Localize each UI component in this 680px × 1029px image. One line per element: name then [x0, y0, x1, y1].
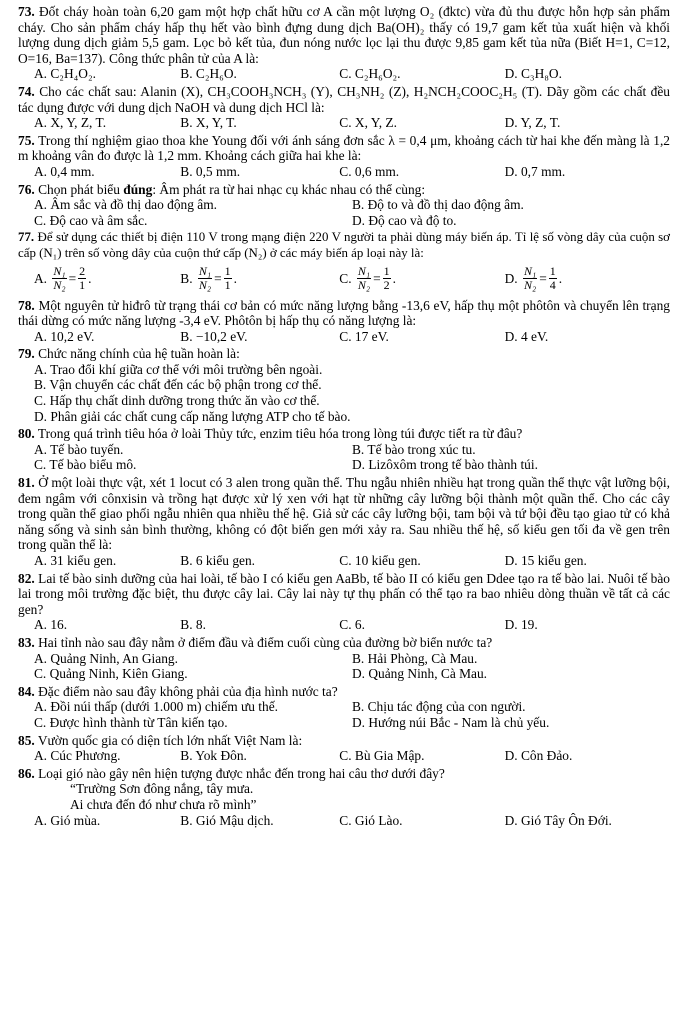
rhs-denominator: 2: [383, 278, 390, 292]
option-d[interactable]: D. Phân giải các chất cung cấp năng lượng ATP cho tế bào.: [34, 408, 351, 424]
question-75: [18, 133, 670, 180]
ratio-formula: $\frac{\text{N₁}}{\text{N₂}}$ = $\frac{1}{4}$ .: [524, 264, 563, 292]
option-c[interactable]: C. C₂H₆O₂.: [339, 66, 401, 82]
option-b[interactable]: B. X, Y, T.: [180, 115, 237, 131]
rhs-numerator: 1: [383, 264, 390, 278]
option-b[interactable]: B. 6 kiểu gen.: [180, 553, 256, 568]
option-d[interactable]: D. 19.: [504, 617, 538, 633]
lhs-numerator: N₁: [53, 264, 66, 278]
option-b[interactable]: B. Yok Đôn.: [180, 748, 247, 764]
question-number: 75.: [18, 132, 35, 148]
question-85: [18, 733, 670, 764]
option-a[interactable]: A. Đồi núi thấp (dưới 1.000 m) chiếm ưu thế.: [34, 699, 278, 715]
option-d[interactable]: D. 4 eV.: [504, 328, 549, 344]
lhs-denominator: N₂: [357, 278, 371, 292]
rhs-denominator: 1: [79, 278, 86, 292]
question-81: [18, 475, 670, 569]
option-c[interactable]: C. 0,6 mm.: [339, 163, 400, 179]
question-number: 82.: [18, 570, 35, 586]
option-c[interactable]: C. Tế bào biểu mô.: [34, 457, 137, 473]
option-a[interactable]: A. Quảng Ninh, An Giang.: [34, 650, 178, 666]
answer-options: [18, 748, 670, 764]
question-number: 79.: [18, 346, 35, 362]
question-number: 84.: [18, 683, 35, 699]
answer-options: [18, 66, 670, 82]
option-a[interactable]: A. Cúc Phương.: [34, 748, 121, 764]
option-d[interactable]: [505, 262, 670, 296]
question-stem: Loại gió nào gây nên hiện tượng được nhắc đến trong hai câu thơ dưới đây?: [38, 765, 445, 781]
option-letter: A.: [34, 270, 48, 286]
question-82: [18, 571, 670, 633]
lhs-denominator: N₂: [53, 278, 66, 292]
question-stem: Lai tế bào sinh dưỡng của hai loài, tế bào I có kiểu gen AaBb, tế bào II có kiểu gen Ddee tạo ra tế bào lai. Nuôi tế bào lai trong môi trường đặc biệt, thu được cây lai. Cây lai này tự thụ phấn có thể tạo ra bao nhiêu dòng thuần về tất cả các gen?: [18, 570, 670, 617]
option-a[interactable]: A. 16.: [34, 617, 68, 633]
option-c[interactable]: C. Quảng Ninh, Kiên Giang.: [34, 666, 188, 682]
option-a[interactable]: A. Âm sắc và đồ thị dao động âm.: [34, 197, 217, 213]
option-a[interactable]: A. Tế bào tuyến.: [34, 441, 124, 457]
option-d[interactable]: D. Côn Đảo.: [504, 748, 573, 764]
option-d[interactable]: D. Y, Z, T.: [504, 115, 561, 131]
answer-options: [18, 164, 670, 180]
question-stem: Một nguyên tử hiđrô từ trạng thái cơ bản có mức năng lượng bằng -13,6 eV, hấp thụ một phôtôn và chuyển lên trạng thái dừng có mức năng lượng -3,4 eV. Phôtôn bị hấp thụ có năng lượng là:: [18, 297, 670, 329]
question-number: 77.: [18, 230, 35, 245]
option-d[interactable]: D. 0,7 mm.: [504, 163, 566, 179]
option-letter: C.: [339, 270, 352, 286]
question-number: 74.: [18, 83, 35, 99]
question-stem: Để sử dụng các thiết bị điện 110 V trong mạng điện 220 V người ta phải dùng máy biến áp. Tỉ lệ số vòng dây của cuộn sơ cấp (N₁) trên số vòng dây của cuộn thứ cấp (N₂) ở các máy biến áp loại này là:: [18, 230, 670, 260]
option-b[interactable]: B. Gió Mậu dịch.: [180, 812, 274, 828]
answer-options: [18, 699, 670, 730]
question-79: [18, 346, 670, 424]
option-a[interactable]: A. X, Y, Z, T.: [34, 115, 107, 131]
question-73: [18, 4, 670, 82]
question-number: 80.: [18, 426, 35, 442]
lhs-denominator: N₂: [198, 278, 212, 292]
option-c[interactable]: [339, 262, 504, 296]
question-80: [18, 426, 670, 473]
question-stem: Trong quá trình tiêu hóa ở loài Thủy tức, enzim tiêu hóa trong lòng túi được tiết ra từ đâu?: [37, 426, 523, 442]
question-stem: Vườn quốc gia có diện tích lớn nhất Việt Nam là:: [37, 732, 303, 748]
question-number: 73.: [18, 4, 35, 19]
question-stem-pre: Chọn phát biểu: [38, 181, 124, 197]
option-b[interactable]: [180, 262, 339, 296]
question-stem: Ở một loài thực vật, xét 1 locut có 3 alen trong quần thể. Thu ngẫu nhiên nhiều hạt trong quần thể thực vật lưỡng bội, đem ngâm với cônxisin và trồng hạt được xử lý xen với hạt từ những cây lưỡng bội thành một quần thể. Cho các cây trong quần thể giao phối ngẫu nhiên qua nhiều thế hệ. Giả sử các cây lưỡng bội, tam bội và tứ bội đều tạo giao tử có khả năng sống và sinh sản bình thường, không có đột biến gen mới xảy ra. Sau nhiều thế hệ, số kiểu gen tối đa về gen trên trong quần thể là:: [18, 475, 670, 553]
rhs-numerator: 1: [549, 264, 556, 278]
option-b[interactable]: B. Chịu tác động của con người.: [352, 699, 526, 715]
lhs-numerator: N₁: [357, 264, 371, 278]
option-letter: B.: [180, 270, 193, 286]
answer-options: [18, 553, 670, 569]
question-number: 86.: [18, 765, 35, 781]
lhs-numerator: N₁: [198, 264, 212, 278]
answer-options: [18, 329, 670, 345]
question-number: 83.: [18, 634, 35, 650]
option-b[interactable]: B. 8.: [180, 617, 206, 633]
answer-options: [18, 197, 670, 228]
option-c[interactable]: C. Bù Gia Mập.: [339, 748, 425, 764]
answer-options: [18, 362, 670, 424]
question-number: 76.: [18, 181, 35, 197]
option-a[interactable]: A. C₂H₄O₂.: [34, 66, 96, 82]
question-76: [18, 182, 670, 229]
option-a[interactable]: A. Trao đổi khí giữa cơ thể với môi trường bên ngoài.: [34, 361, 323, 377]
answer-options: [18, 651, 670, 682]
question-stem: Hai tỉnh nào sau đây nằm ở điểm đầu và điểm cuối cùng của đường bờ biển nước ta?: [38, 634, 493, 650]
option-c[interactable]: C. 17 eV.: [339, 328, 389, 344]
question-stem: Chức năng chính của hệ tuần hoàn là:: [38, 346, 240, 362]
answer-options: [18, 617, 670, 633]
option-d[interactable]: D. 15 kiểu gen.: [504, 553, 587, 568]
option-d[interactable]: D. Gió Tây Ôn Đới.: [504, 812, 612, 828]
question-number: 85.: [18, 732, 35, 748]
ratio-formula: $\frac{\text{N₁}}{\text{N₂}}$ = $\frac{1}{2}$ .: [357, 264, 397, 292]
option-b[interactable]: B. Vận chuyển các chất đến các bộ phận trong cơ thể.: [34, 377, 322, 393]
option-d[interactable]: D. Lizôxôm trong tế bào thành túi.: [352, 457, 538, 473]
question-77: [18, 230, 670, 295]
question-stem: Trong thí nghiệm giao thoa khe Young đối với ánh sáng đơn sắc λ = 0,4 μm, khoảng cách từ hai khe đến màng là 1,2 m khoảng vân đo được là 1,2 mm. Khoảng cách giữa hai khe là:: [18, 132, 671, 164]
option-c[interactable]: C. 10 kiểu gen.: [339, 553, 421, 568]
option-d[interactable]: D. Hướng núi Bắc - Nam là chủ yếu.: [352, 714, 550, 730]
option-b[interactable]: B. Tế bào trong xúc tu.: [352, 441, 476, 457]
question-84: [18, 684, 670, 731]
option-b[interactable]: B. Hải Phòng, Cà Mau.: [352, 650, 478, 666]
answer-options: [18, 813, 670, 829]
ratio-formula: $\frac{\text{N₁}}{\text{N₂}}$ = $\frac{1}{1}$ .: [198, 264, 238, 292]
option-c[interactable]: C. 6.: [339, 617, 365, 633]
question-stem-emphasis: đúng: [123, 181, 153, 197]
rhs-denominator: 1: [224, 278, 231, 292]
question-number: 81.: [18, 475, 35, 491]
option-d[interactable]: D. Độ cao và độ to.: [352, 212, 457, 228]
option-c[interactable]: C. Độ cao và âm sắc.: [34, 212, 148, 228]
question-stem: Đặc điểm nào sau đây không phải của địa hình nước ta?: [38, 683, 338, 699]
poem-line: Ai chưa đến đó như chưa rõ mình”: [70, 796, 257, 812]
answer-options: [18, 262, 670, 296]
option-letter: D.: [504, 270, 518, 286]
option-b[interactable]: B. Độ to và đồ thị dao động âm.: [352, 197, 524, 213]
rhs-numerator: 1: [224, 264, 231, 278]
option-a[interactable]: [34, 262, 180, 296]
poem-line: “Trường Sơn đông nắng, tây mưa.: [70, 781, 254, 797]
question-stem: Đốt cháy hoàn toàn 6,20 gam một hợp chất hữu cơ A cần một lượng O₂ (đktc) vừa đủ thu được hỗn hợp sản phẩm cháy. Cho sản phẩm cháy hấp thụ hết vào bình đựng dung dịch Ba(OH)₂ thấy có 19,7 gam kết tủa xuất hiện và khối lượng dung dịch giảm 5,5 gam. Lọc bỏ kết tủa, đun nóng nước lọc lại thu được 9,85 gam kết tủa nữa (Biết H=1, C=12, O=16, Ba=137). Công thức phân tử của A là:: [18, 4, 670, 66]
rhs-denominator: 4: [549, 278, 556, 292]
option-c[interactable]: C. Được hình thành từ Tân kiến tạo.: [34, 714, 228, 730]
lhs-numerator: N₁: [524, 264, 537, 278]
lhs-denominator: N₂: [524, 278, 537, 292]
answer-options: [18, 442, 670, 473]
option-a[interactable]: A. 0,4 mm.: [34, 163, 95, 179]
option-d[interactable]: D. Quảng Ninh, Cà Mau.: [352, 666, 488, 682]
question-stem-post: : Âm phát ra từ hai nhạc cụ khác nhau có thể cùng:: [152, 181, 426, 197]
option-d[interactable]: D. C₃H₈O.: [504, 66, 562, 82]
option-b[interactable]: B. −10,2 eV.: [180, 328, 248, 344]
question-stem: Cho các chất sau: Alanin (X), CH₃COOH₃NCH₃ (Y), CH₃NH₂ (Z), H₂NCH₂COOC₂H₅ (T). Dãy gồm các chất đều tác dụng được với dung dịch NaOH và dung dịch HCl là:: [18, 83, 670, 115]
option-a[interactable]: A. Gió mùa.: [34, 812, 101, 828]
question-86: [18, 766, 670, 828]
question-74: [18, 84, 670, 131]
option-c[interactable]: C. X, Y, Z.: [339, 115, 397, 131]
rhs-numerator: 2: [79, 264, 86, 278]
question-number: 78.: [18, 297, 35, 313]
option-b[interactable]: B. C₂H₆O.: [180, 66, 237, 82]
option-a[interactable]: A. 10,2 eV.: [34, 328, 95, 344]
poem-quote: [18, 781, 670, 812]
option-c[interactable]: C. Hấp thụ chất dinh dưỡng trong thức ăn vào cơ thể.: [34, 393, 320, 409]
option-a[interactable]: A. 31 kiểu gen.: [34, 553, 117, 568]
question-78: [18, 298, 670, 345]
ratio-formula: $\frac{\text{N₁}}{\text{N₂}}$ = $\frac{2}{1}$ .: [53, 264, 92, 292]
option-b[interactable]: B. 0,5 mm.: [180, 163, 241, 179]
option-c[interactable]: C. Gió Lào.: [339, 812, 403, 828]
answer-options: [18, 115, 670, 131]
question-83: [18, 635, 670, 682]
